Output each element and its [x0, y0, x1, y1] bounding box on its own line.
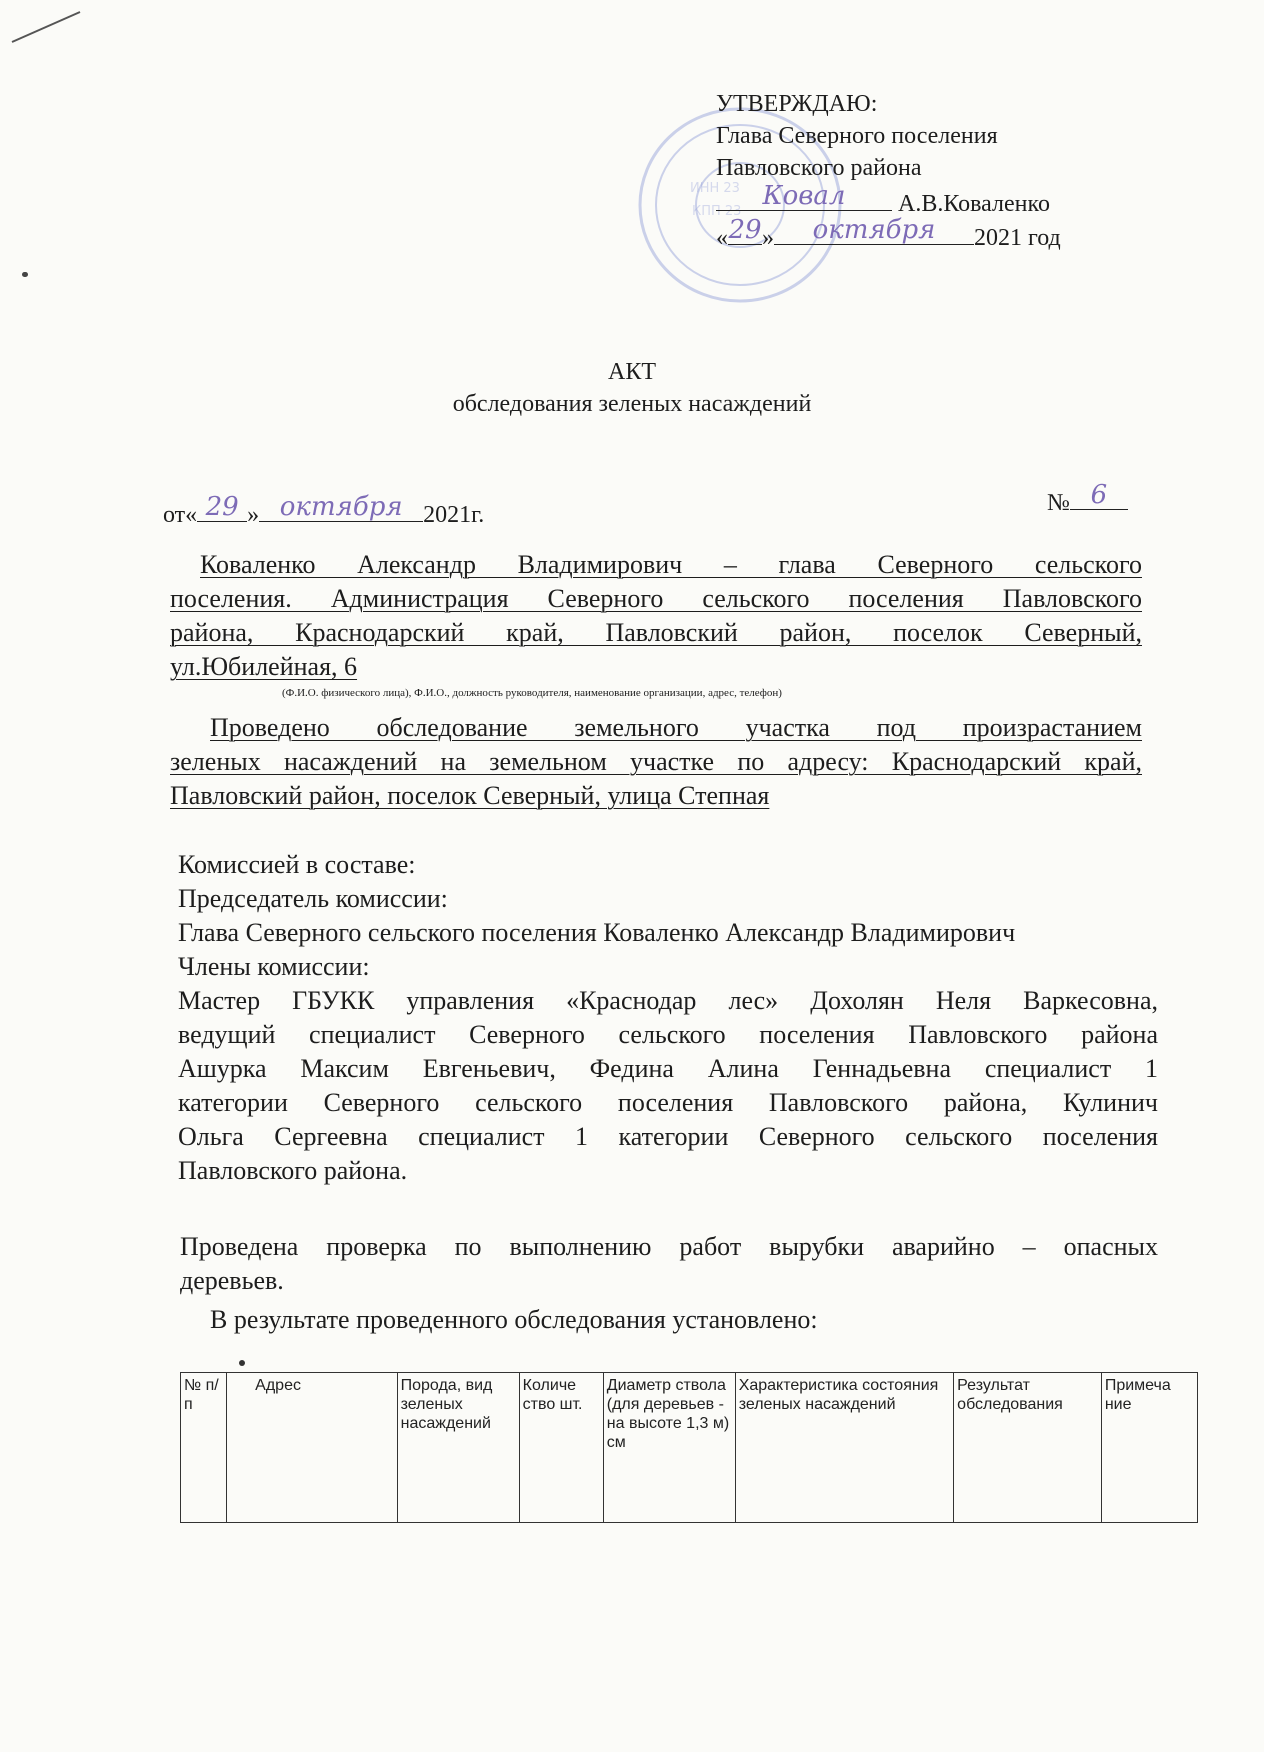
approval-signer: А.В.Коваленко	[898, 191, 1050, 217]
approval-position-line1: Глава Северного поселения	[716, 123, 998, 149]
commission-chair-label: Председатель комиссии:	[178, 884, 448, 913]
act-date-line: от« 29 » октября 2021г.	[163, 492, 485, 528]
act-number: № 6	[1047, 485, 1128, 517]
approval-block	[716, 90, 1116, 252]
handwritten-act-day: 29	[205, 492, 239, 522]
commission-members-line: Ашурка Максим Евгеньевич, Федина Алина Геннадьевна специалист 1	[178, 1054, 1158, 1083]
commission-members-label: Члены комиссии:	[178, 952, 370, 981]
commission-intro: Комиссией в составе:	[178, 850, 416, 879]
handwritten-signature: Ковал	[762, 181, 846, 211]
commission-block	[178, 848, 1158, 1188]
header-cell-diameter: Диаметр ствола (для деревьев - на высоте 1,3 м) см	[603, 1373, 735, 1523]
check-paragraph	[180, 1230, 1158, 1298]
approval-month-blank	[774, 215, 974, 245]
approval-position-line2: Павловского района	[716, 155, 922, 181]
party-line: ул.Юбилейная, 6	[170, 652, 358, 681]
party-line: района, Краснодарский край, Павловский район, поселок Северный,	[170, 618, 1142, 647]
svg-text:ИНН 23: ИНН 23	[690, 181, 740, 196]
approval-day-blank	[728, 215, 762, 245]
commission-members-line: Павловского района.	[178, 1156, 408, 1185]
header-cell-address: Адрес	[227, 1373, 397, 1523]
check-line: Проведена проверка по выполнению работ вырубки аварийно – опасных	[180, 1232, 1158, 1261]
signature-blank	[716, 181, 892, 211]
act-day-blank	[197, 492, 247, 522]
survey-line: зеленых насаждений на земельном участке по адресу: Краснодарский край,	[170, 747, 1142, 776]
party-line: Коваленко Александр Владимирович – глава Северного сельского	[200, 550, 1142, 579]
approval-year: 2021 год	[974, 225, 1061, 251]
commission-chair: Глава Северного сельского поселения Коваленко Александр Владимирович	[178, 918, 1016, 947]
bullet-dot	[239, 1360, 245, 1366]
party-caption: (Ф.И.О. физического лица), Ф.И.О., должность руководителя, наименование организации, адрес, телефон)	[282, 687, 782, 699]
check-line: деревьев.	[180, 1266, 284, 1295]
svg-text:КПП 23: КПП 23	[692, 204, 742, 219]
survey-results-table	[180, 1372, 1198, 1523]
header-cell-condition: Характеристика состояния зеленых насаждений	[735, 1373, 953, 1523]
party-paragraph	[170, 548, 1142, 684]
handwritten-month: октября	[812, 215, 936, 245]
header-cell-number: № п/п	[181, 1373, 227, 1523]
survey-line: Проведено обследование земельного участка под произрастанием	[210, 713, 1142, 742]
handwritten-act-month: октября	[279, 492, 403, 522]
header-cell-result: Результат обследования	[954, 1373, 1102, 1523]
commission-members-line: категории Северного сельского поселения Павловского района, Кулинич	[178, 1088, 1158, 1117]
act-year: 2021г.	[423, 502, 485, 528]
header-cell-quantity: Количе ство шт.	[519, 1373, 603, 1523]
header-cell-note: Примеча ние	[1101, 1373, 1197, 1523]
title-line2: обследования зеленых насаждений	[452, 391, 812, 417]
party-line: поселения. Администрация Северного сельского поселения Павловского	[170, 584, 1142, 613]
handwritten-day: 29	[728, 215, 762, 245]
handwritten-act-number: 6	[1090, 480, 1108, 510]
approval-date-line: « 29 » октября 2021 год	[716, 215, 1061, 251]
act-month-blank	[259, 492, 423, 522]
survey-line: Павловский район, поселок Северный, улица Степная	[170, 781, 770, 810]
commission-members-line: ведущий специалист Северного сельского поселения Павловского района	[178, 1020, 1158, 1049]
header-cell-species: Порода, вид зеленых насаждений	[397, 1373, 519, 1523]
approval-heading: УТВЕРЖДАЮ:	[716, 91, 878, 117]
result-intro: В результате проведенного обследования установлено:	[210, 1305, 818, 1334]
commission-members-line: Ольга Сергеевна специалист 1 категории Северного сельского поселения	[178, 1122, 1158, 1151]
table-header-row	[181, 1373, 1198, 1523]
scan-dot	[22, 272, 28, 277]
commission-members-line: Мастер ГБУКК управления «Краснодар лес» Дохолян Неля Варкесовна,	[178, 986, 1158, 1015]
document-title	[0, 358, 1264, 418]
survey-paragraph	[170, 711, 1142, 813]
scan-mark	[0, 0, 100, 60]
title-line1: АКТ	[608, 359, 656, 385]
